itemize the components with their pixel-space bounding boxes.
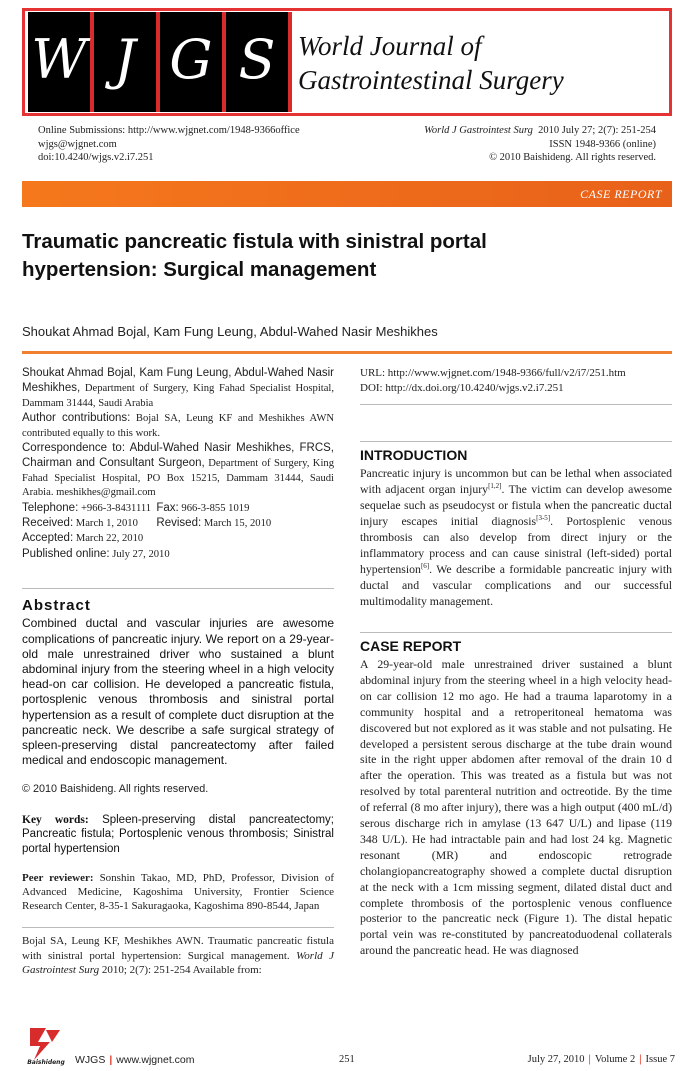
author-list: Shoukat Ahmad Bojal, Kam Fung Leung, Abdul-Wahed Nasir Meshikhes	[22, 324, 438, 339]
footer-issue: July 27, 2010 | Volume 2 | Issue 7	[527, 1054, 675, 1065]
abstract-section	[22, 588, 334, 977]
abstract-heading: Abstract	[22, 597, 91, 614]
intro-paragraph: Pancreatic injury is uncommon but can be lethal when associated with adjacent organ injury[1,2]. The victim can develop awesome sequelae such as pseudocyst or fistula when the pancreatic ductal injury escapes initial diagnosis[3-5]. Portosplenic venous thrombosis can also develop from direct injury or the inflammatory process and can cause sinistral (left-sided) portal hypertension[6]. We describe a formidable pancreatic injury with ductal and vascular complications and our successful multimodality management.	[360, 466, 673, 608]
footer-journal: WJGS | www.wjgnet.com	[75, 1054, 195, 1066]
section-label: CASE REPORT	[580, 187, 662, 201]
journal-name: World Journal of Gastrointestinal Surgery	[298, 31, 564, 95]
abstract-text: Combined ductal and vascular injuries are awesome complications of pancreatic injury. We report on a 29-year-old male unrestrained driver who sustained a blunt abdominal injury from the steering wheel in a high velocity head-on car collision. He developed a pancreatic fistula, portosplenic venous thrombosis and sinistral portal hypertension as a result of complete duct disruption at the pancreatic neck. We describe a safe surgical strategy of spleen-preserving distal pancreatectomy after failed medical and endoscopic management.	[22, 616, 334, 768]
intro-heading: INTRODUCTION	[360, 447, 468, 463]
publisher-logo-icon	[24, 1024, 68, 1066]
article-url: URL: http://www.wjgnet.com/1948-9366/full/v2/i7/251.htm	[360, 367, 626, 379]
page-number: 251	[339, 1054, 355, 1065]
keywords: Key words: Spleen-preserving distal pancreatectomy; Pancreatic fistula; Portosplenic venous thrombosis; Sinistral portal hypertension	[22, 813, 334, 856]
copyright: © 2010 Baishideng. All rights reserved.	[22, 783, 209, 796]
submission-info: Online Submissions: http://www.wjgnet.com/1948-9366office wjgs@wjgnet.com doi:10.4240/wjgs.v2.i7.251	[38, 125, 300, 163]
logo-letter: G	[169, 28, 213, 91]
logo-letter: J	[114, 28, 136, 91]
affiliation-block: Shoukat Ahmad Bojal, Kam Fung Leung, Abdul-Wahed Nasir Meshikhes, Department of Surgery, King Fahad Specialist Hospital, Dammam 31444, Saudi Arabia Author contributions: Bojal SA, Leung KF and Meshikhes AWN contributed equally to this work. Correspondence to: Abdul-Wahed Nasir Meshikhes, FRCS, Chairman and Consultant Surgeon, Department of Surgery, King Fahad Specialist Hospital, PO Box 15215, Dammam 31444, Saudi Arabia. meshikhes@gmail.com Telephone: +966-3-8431111 Fax: 966-3-855 1019 Received: March 1, 2010 Revised: March 15, 2010 Accepted: March 22, 2010 Published online: July 27, 2010	[22, 367, 334, 560]
article-doi: DOI: http://dx.doi.org/10.4240/wjgs.v2.i7.251	[360, 382, 564, 394]
case-report-paragraph: A 29-year-old male unrestrained driver sustained a blunt abdominal injury from the steering wheel in a high velocity head-on car collision 12 mo ago. He had a trauma laparotomy in a community hospital and a retroperitoneal hematoma was discovered but not explored as it was stable and not pulsating. He developed a persistent serous discharge at the tube drain wound site in the right upper abdomen after removal of the drain 10 d after the operation. This was treated as a fistula but was not resolved by total parenteral nutrition and octreotide. By the time of referral (8 mo after injury), there was a high output (400 mL/d) serous discharge rich in amylase (13 647 U/L) and lipase (119 348 U/L). He had intractable pain and had lost 24 kg. Magnetic resonant (MR) and endoscopic retrograde cholangiopancreatography showed a complete ductal disruption at the neck with a 1cm missing segment, dilated distal duct and complete thrombosis of the portosplenic venous confluence posterior to the pancreatic neck (Figure 1). The distal hepatic portal vein was re-constituted by pancreatoduodenal collaterals around the pancreatic head. He was diagnosed	[360, 656, 672, 958]
right-column	[360, 366, 672, 959]
logo-letter: W	[31, 28, 87, 91]
article-title: Traumatic pancreatic fistula with sinistral portal hypertension: Surgical management	[22, 230, 487, 281]
svg-text:Baishideng: Baishideng	[27, 1059, 65, 1066]
logo-letter: S	[238, 28, 276, 91]
peer-reviewer: Peer reviewer: Sonshin Takao, MD, PhD, Professor, Division of Advanced Medicine, Kagoshima University, Frontier Science Research Center, 8-35-1 Sakuragaoka, Kagoshima 890-8544, Japan	[22, 871, 334, 913]
section-bar	[22, 181, 672, 207]
how-to-cite: Bojal SA, Leung KF, Meshikhes AWN. Traumatic pancreatic fistula with sinistral portal hypertension: Surgical management. World J Gastrointest Surg 2010; 2(7): 251-254 Available from:	[22, 935, 334, 977]
citation-info: World J Gastrointest Surg 2010 July 27; 2(7): 251-254 ISSN 1948-9366 (online) © 2010 Baishideng. All rights reserved.	[424, 125, 656, 163]
journal-banner	[22, 8, 672, 116]
journal-logo	[26, 12, 290, 112]
case-report-heading: CASE REPORT	[360, 637, 462, 654]
divider	[22, 351, 672, 354]
